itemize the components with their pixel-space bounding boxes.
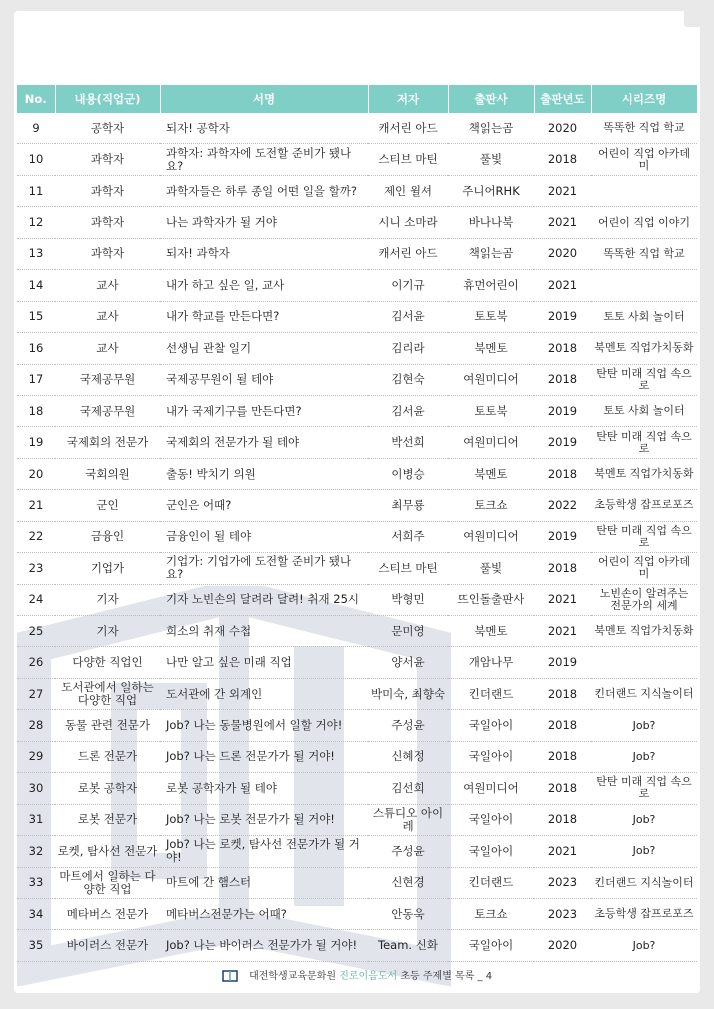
cell-no: 29 — [17, 741, 55, 772]
cell-series: 북멘토 직업가치동화 — [591, 333, 697, 364]
cell-title: 기자 노빈손의 달려라 달려! 취재 25시 — [160, 584, 368, 615]
cell-year: 2021 — [534, 270, 591, 301]
cell-no: 13 — [17, 238, 55, 269]
cell-job: 교사 — [55, 333, 160, 364]
cell-series: Job? — [591, 741, 697, 772]
cell-title: 선생님 관찰 일기 — [160, 333, 368, 364]
cell-publisher: 개암나무 — [448, 647, 534, 678]
cell-series: 탄탄 미래 직업 속으로 — [591, 427, 697, 458]
cell-author: 박미숙, 최향숙 — [368, 678, 448, 709]
footer-title: 초등 주제별 목록 — [400, 971, 475, 982]
cell-author: 김선희 — [368, 773, 448, 804]
cell-author: 안동욱 — [368, 898, 448, 929]
cell-author: 김서윤 — [368, 395, 448, 426]
cell-job: 과학자 — [55, 144, 160, 175]
table-row — [17, 395, 697, 426]
cell-publisher: 토토북 — [448, 395, 534, 426]
cell-no: 26 — [17, 647, 55, 678]
table-row — [17, 898, 697, 929]
cell-author: 양서윤 — [368, 647, 448, 678]
cell-no: 16 — [17, 333, 55, 364]
cell-job: 금융인 — [55, 521, 160, 552]
cell-title: 국제회의 전문가가 될 테야 — [160, 427, 368, 458]
cell-year: 2021 — [534, 207, 591, 238]
table-row — [17, 427, 697, 458]
table-row — [17, 270, 697, 301]
cell-title: 마트에 간 햄스터 — [160, 867, 368, 898]
cell-author: 스티브 마틴 — [368, 144, 448, 175]
cell-year: 2018 — [534, 364, 591, 395]
cell-title: Job? 나는 동물병원에서 일할 거야! — [160, 710, 368, 741]
footer-org: 대전학생교육문화원 — [249, 971, 337, 982]
cell-title: 국제공무원이 될 테야 — [160, 364, 368, 395]
cell-job: 로봇 공학자 — [55, 773, 160, 804]
cell-publisher: 풀빛 — [448, 553, 534, 584]
cell-year: 2018 — [534, 710, 591, 741]
cell-job: 마트에서 일하는 다양한 직업 — [55, 867, 160, 898]
cell-author: 김리라 — [368, 333, 448, 364]
cell-author: 주성윤 — [368, 710, 448, 741]
cell-title: 메타버스전문가는 어때? — [160, 898, 368, 929]
cell-publisher: 뜨인돌출판사 — [448, 584, 534, 615]
cell-title: 출동! 박치기 의원 — [160, 458, 368, 489]
cell-job: 동물 관련 전문가 — [55, 710, 160, 741]
cell-series: 북멘토 직업가치동화 — [591, 458, 697, 489]
cell-publisher: 북멘토 — [448, 616, 534, 647]
cell-job: 바이러스 전문가 — [55, 930, 160, 961]
cell-job: 로봇 전문가 — [55, 804, 160, 835]
cell-title: 희소의 취재 수첩 — [160, 616, 368, 647]
cell-job: 과학자 — [55, 238, 160, 269]
cell-no: 33 — [17, 867, 55, 898]
cell-author: 시니 소마라 — [368, 207, 448, 238]
cell-no: 31 — [17, 804, 55, 835]
cell-series — [591, 175, 697, 206]
cell-publisher: 국일아이 — [448, 804, 534, 835]
cell-publisher: 여원미디어 — [448, 364, 534, 395]
table-row — [17, 804, 697, 835]
cell-job: 국제공무원 — [55, 395, 160, 426]
table-row — [17, 364, 697, 395]
cell-year: 2018 — [534, 773, 591, 804]
cell-no: 25 — [17, 616, 55, 647]
cell-title: 되자! 과학자 — [160, 238, 368, 269]
table-row — [17, 647, 697, 678]
cell-job: 국제공무원 — [55, 364, 160, 395]
table-row — [17, 458, 697, 489]
cell-title: Job? 나는 로켓, 탐사선 전문가가 될 거야! — [160, 836, 368, 867]
corner-tab — [684, 11, 700, 27]
cell-series: 똑똑한 직업 학교 — [591, 113, 697, 144]
cell-author: 캐서린 아드 — [368, 238, 448, 269]
cell-year: 2018 — [534, 144, 591, 175]
cell-no: 32 — [17, 836, 55, 867]
cell-no: 14 — [17, 270, 55, 301]
table-row — [17, 238, 697, 269]
cell-series: 똑똑한 직업 학교 — [591, 238, 697, 269]
cell-author: 김서윤 — [368, 301, 448, 332]
cell-author: Team. 신화 — [368, 930, 448, 961]
cell-year: 2021 — [534, 584, 591, 615]
table-row — [17, 490, 697, 521]
cell-year: 2021 — [534, 616, 591, 647]
cell-no: 22 — [17, 521, 55, 552]
cell-publisher: 여원미디어 — [448, 773, 534, 804]
cell-series: 킨더랜드 지식놀이터 — [591, 867, 697, 898]
header-series: 시리즈명 — [591, 85, 697, 113]
table-row — [17, 333, 697, 364]
cell-job: 기업가 — [55, 553, 160, 584]
cell-year: 2023 — [534, 898, 591, 929]
cell-author: 이병승 — [368, 458, 448, 489]
table-row — [17, 113, 697, 144]
cell-publisher: 토토북 — [448, 301, 534, 332]
cell-no: 11 — [17, 175, 55, 206]
cell-year: 2020 — [534, 113, 591, 144]
table-row — [17, 710, 697, 741]
cell-job: 과학자 — [55, 175, 160, 206]
cell-title: 로봇 공학자가 될 테야 — [160, 773, 368, 804]
table-row — [17, 773, 697, 804]
table-row — [17, 301, 697, 332]
cell-year: 2019 — [534, 427, 591, 458]
footer-highlight: 진로이음도서 — [339, 971, 398, 982]
header-publisher: 출판사 — [448, 85, 534, 113]
cell-title: 과학자: 과학자에 도전할 준비가 됐나요? — [160, 144, 368, 175]
cell-author: 스튜디오 아이레 — [368, 804, 448, 835]
cell-job: 국제회의 전문가 — [55, 427, 160, 458]
cell-job: 도서관에서 일하는 다양한 직업 — [55, 678, 160, 709]
cell-publisher: 국일아이 — [448, 930, 534, 961]
cell-job: 로켓, 탐사선 전문가 — [55, 836, 160, 867]
header-year: 출판년도 — [534, 85, 591, 113]
cell-series: 북멘토 직업가치동화 — [591, 616, 697, 647]
cell-no: 24 — [17, 584, 55, 615]
cell-publisher: 토크쇼 — [448, 490, 534, 521]
cell-no: 12 — [17, 207, 55, 238]
cell-author: 서희주 — [368, 521, 448, 552]
cell-author: 신현경 — [368, 867, 448, 898]
table-row — [17, 678, 697, 709]
cell-no: 15 — [17, 301, 55, 332]
cell-publisher: 킨더랜드 — [448, 678, 534, 709]
cell-job: 국회의원 — [55, 458, 160, 489]
cell-no: 28 — [17, 710, 55, 741]
cell-publisher: 주니어RHK — [448, 175, 534, 206]
cell-title: 내가 하고 싶은 일, 교사 — [160, 270, 368, 301]
cell-series: Job? — [591, 710, 697, 741]
cell-author: 주성윤 — [368, 836, 448, 867]
cell-no: 19 — [17, 427, 55, 458]
cell-no: 34 — [17, 898, 55, 929]
table-body — [17, 113, 697, 961]
cell-job: 드론 전문가 — [55, 741, 160, 772]
cell-no: 10 — [17, 144, 55, 175]
cell-no: 35 — [17, 930, 55, 961]
cell-author: 박형민 — [368, 584, 448, 615]
table-row — [17, 521, 697, 552]
cell-title: 기업가: 기업가에 도전할 준비가 됐나요? — [160, 553, 368, 584]
cell-author: 최무룡 — [368, 490, 448, 521]
page-footer — [14, 967, 700, 982]
cell-title: 내가 학교를 만든다면? — [160, 301, 368, 332]
footer-page-number: _ 4 — [477, 971, 493, 982]
cell-no: 21 — [17, 490, 55, 521]
cell-publisher: 책읽는곰 — [448, 113, 534, 144]
cell-series — [591, 270, 697, 301]
cell-series: 어린이 직업 아카데미 — [591, 553, 697, 584]
cell-series: 탄탄 미래 직업 속으로 — [591, 364, 697, 395]
cell-publisher: 바나나북 — [448, 207, 534, 238]
cell-publisher: 휴먼어린이 — [448, 270, 534, 301]
cell-no: 23 — [17, 553, 55, 584]
cell-series: 어린이 직업 이야기 — [591, 207, 697, 238]
cell-no: 30 — [17, 773, 55, 804]
cell-no: 17 — [17, 364, 55, 395]
cell-publisher: 책읽는곰 — [448, 238, 534, 269]
cell-title: Job? 나는 바이러스 전문가가 될 거야! — [160, 930, 368, 961]
cell-author: 박선희 — [368, 427, 448, 458]
cell-job: 기자 — [55, 584, 160, 615]
cell-year: 2018 — [534, 333, 591, 364]
table-row — [17, 175, 697, 206]
cell-year: 2019 — [534, 395, 591, 426]
table-row — [17, 836, 697, 867]
cell-year: 2019 — [534, 521, 591, 552]
cell-publisher: 토크쇼 — [448, 898, 534, 929]
cell-year: 2023 — [534, 867, 591, 898]
cell-title: 나는 과학자가 될 거야 — [160, 207, 368, 238]
cell-year: 2018 — [534, 553, 591, 584]
book-logo-icon — [222, 970, 240, 982]
table-row — [17, 144, 697, 175]
cell-series: 노빈손이 알려주는 전문가의 세계 — [591, 584, 697, 615]
header-no: No. — [17, 85, 55, 113]
cell-title: 금융인이 될 테야 — [160, 521, 368, 552]
cell-title: 나만 알고 싶은 미래 직업 — [160, 647, 368, 678]
cell-series: Job? — [591, 930, 697, 961]
header-author: 저자 — [368, 85, 448, 113]
table-row — [17, 741, 697, 772]
cell-publisher: 킨더랜드 — [448, 867, 534, 898]
cell-title: 되자! 공학자 — [160, 113, 368, 144]
table-row — [17, 584, 697, 615]
cell-no: 18 — [17, 395, 55, 426]
cell-publisher: 북멘토 — [448, 458, 534, 489]
cell-series: 토토 사회 놀이터 — [591, 395, 697, 426]
cell-publisher: 국일아이 — [448, 710, 534, 741]
cell-series: Job? — [591, 804, 697, 835]
cell-author: 스티브 마틴 — [368, 553, 448, 584]
cell-year: 2019 — [534, 301, 591, 332]
table-row — [17, 867, 697, 898]
cell-job: 교사 — [55, 301, 160, 332]
cell-series: 탄탄 미래 직업 속으로 — [591, 521, 697, 552]
cell-job: 메타버스 전문가 — [55, 898, 160, 929]
cell-year: 2022 — [534, 490, 591, 521]
cell-series: 토토 사회 놀이터 — [591, 301, 697, 332]
cell-author: 이기규 — [368, 270, 448, 301]
cell-year: 2018 — [534, 678, 591, 709]
cell-title: 과학자들은 하루 종일 어떤 일을 할까? — [160, 175, 368, 206]
cell-no: 9 — [17, 113, 55, 144]
cell-year: 2020 — [534, 238, 591, 269]
cell-title: Job? 나는 로봇 전문가가 될 거야! — [160, 804, 368, 835]
table-row — [17, 930, 697, 961]
table-row — [17, 207, 697, 238]
cell-publisher: 국일아이 — [448, 741, 534, 772]
cell-publisher: 국일아이 — [448, 836, 534, 867]
cell-year: 2018 — [534, 741, 591, 772]
header-title: 서명 — [160, 85, 368, 113]
cell-author: 제인 윌셔 — [368, 175, 448, 206]
cell-publisher: 풀빛 — [448, 144, 534, 175]
cell-year: 2021 — [534, 836, 591, 867]
cell-series: 초등학생 잡프로포즈 — [591, 898, 697, 929]
cell-no: 20 — [17, 458, 55, 489]
cell-title: 도서관에 간 외계인 — [160, 678, 368, 709]
cell-year: 2018 — [534, 458, 591, 489]
cell-year: 2019 — [534, 647, 591, 678]
cell-author: 문미영 — [368, 616, 448, 647]
cell-publisher: 여원미디어 — [448, 521, 534, 552]
cell-job: 기자 — [55, 616, 160, 647]
cell-year: 2021 — [534, 175, 591, 206]
cell-job: 군인 — [55, 490, 160, 521]
cell-publisher: 북멘토 — [448, 333, 534, 364]
cell-series — [591, 647, 697, 678]
cell-year: 2018 — [534, 804, 591, 835]
cell-author: 신혜정 — [368, 741, 448, 772]
cell-author: 캐서린 아드 — [368, 113, 448, 144]
cell-author: 김현숙 — [368, 364, 448, 395]
cell-series: 어린이 직업 아카데미 — [591, 144, 697, 175]
table-header-row — [17, 85, 697, 113]
document-page — [14, 11, 700, 993]
cell-job: 과학자 — [55, 207, 160, 238]
cell-series: 초등학생 잡프로포즈 — [591, 490, 697, 521]
book-table — [17, 85, 698, 962]
cell-no: 27 — [17, 678, 55, 709]
cell-job: 교사 — [55, 270, 160, 301]
cell-series: Job? — [591, 836, 697, 867]
cell-series: 킨더랜드 지식놀이터 — [591, 678, 697, 709]
cell-series: 탄탄 미래 직업 속으로 — [591, 773, 697, 804]
cell-job: 다양한 직업인 — [55, 647, 160, 678]
cell-title: 군인은 어때? — [160, 490, 368, 521]
header-job: 내용(직업군) — [55, 85, 160, 113]
cell-job: 공학자 — [55, 113, 160, 144]
cell-publisher: 여원미디어 — [448, 427, 534, 458]
table-row — [17, 616, 697, 647]
cell-title: Job? 나는 드론 전문가가 될 거야! — [160, 741, 368, 772]
table-row — [17, 553, 697, 584]
cell-title: 내가 국제기구를 만든다면? — [160, 395, 368, 426]
cell-year: 2020 — [534, 930, 591, 961]
